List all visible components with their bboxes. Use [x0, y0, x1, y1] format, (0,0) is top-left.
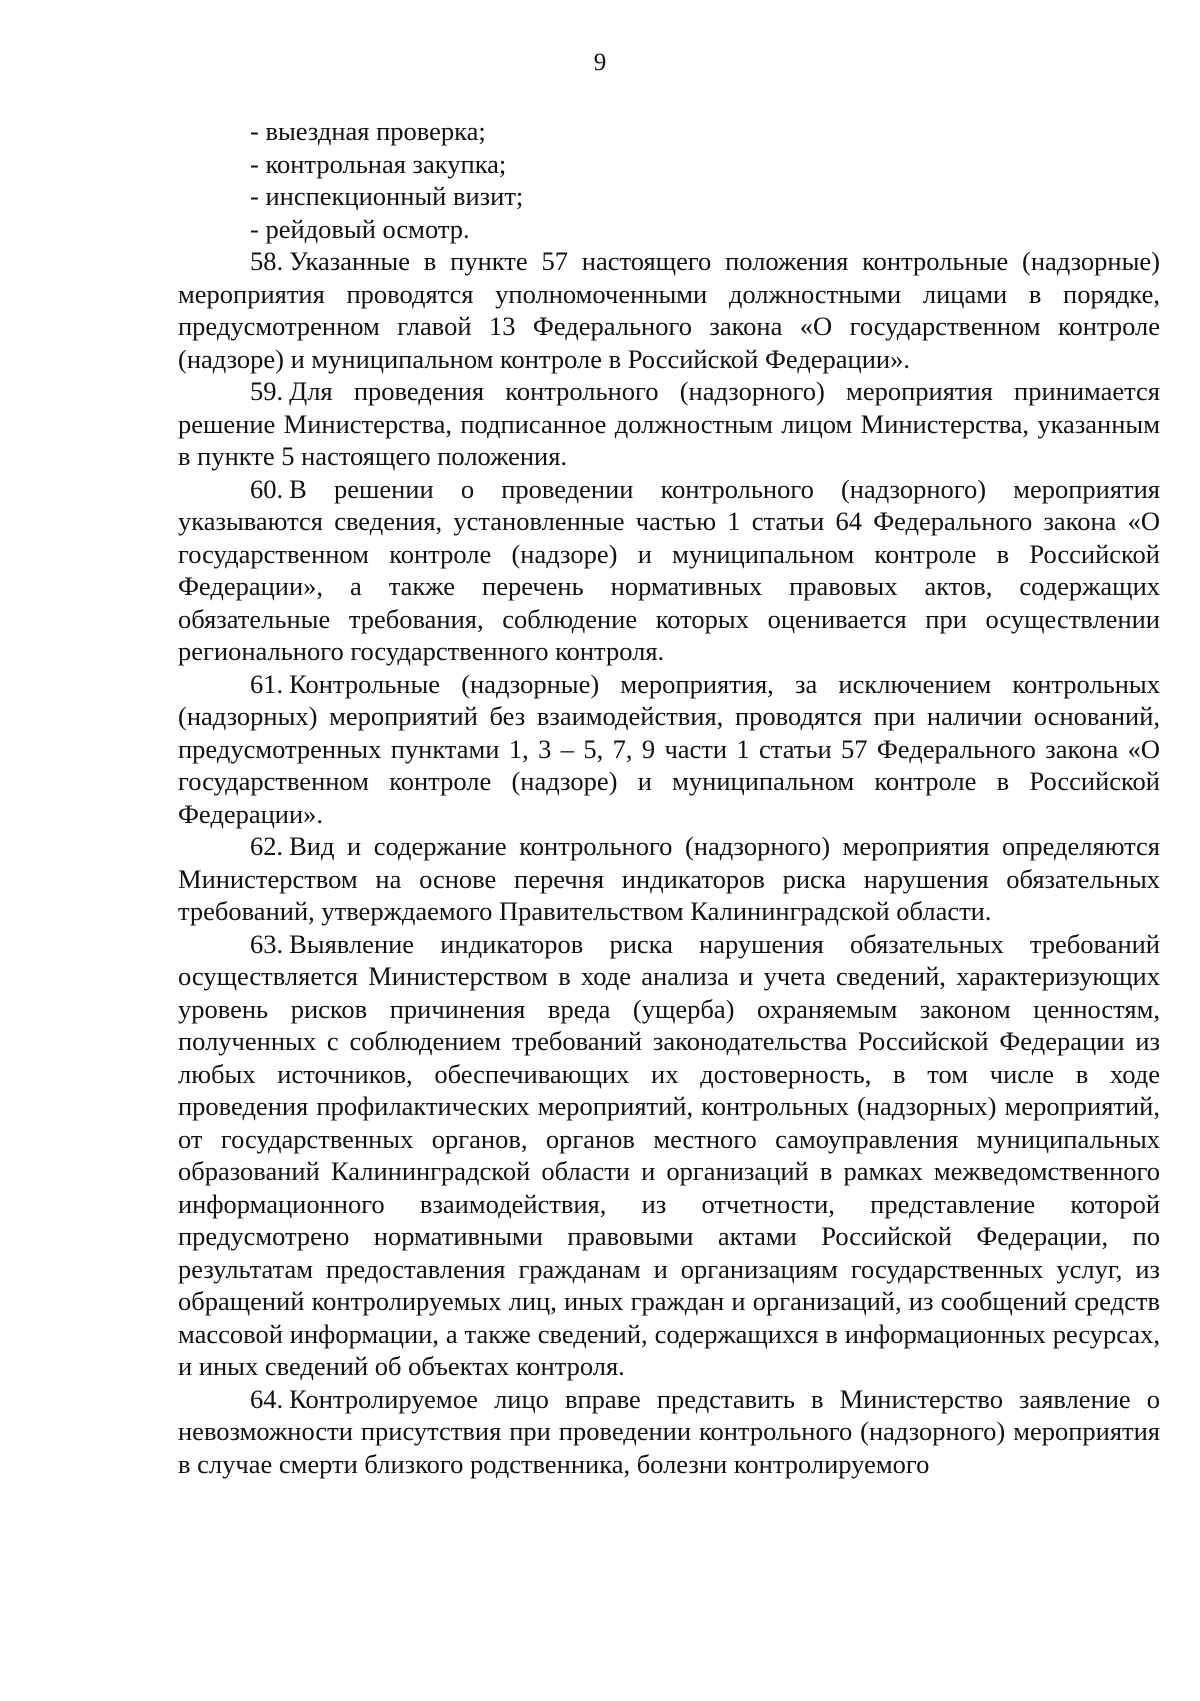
page-number: 9 — [593, 49, 607, 76]
paragraph-60 — [178, 473, 1160, 668]
paragraph-59 — [178, 375, 1160, 473]
paragraph-text: Вид и содержание контрольного (надзорного) мероприятия определяются Министерством на основе перечня индикаторов риска нарушения обязательных требований, утверждаемого Правительством Калининградской области. — [178, 831, 1160, 926]
list-item: - контрольная закупка; — [250, 148, 507, 179]
paragraph-63 — [178, 928, 1160, 1383]
paragraph-text: Указанные в пункте 57 настоящего положения контрольные (надзорные) мероприятия проводятся уполномоченными должностными лицами в порядке, предусмотренном главой 13 Федерального закона «О государственном контроле (надзоре) и муниципальном контроле в Российской Федерации». — [178, 246, 1160, 374]
paragraph-number: 58. — [250, 246, 284, 276]
list-item: - инспекционный визит; — [250, 181, 524, 211]
paragraph-text: В решении о проведении контрольного (надзорного) мероприятия указываются сведения, установленные частью 1 статьи 64 Федерального закона «О государственном контроле (надзоре) и муниципальном контроле в Российской Федерации», а также перечень нормативных правовых актов, содержащих обязательные требования, соблюдение которых оценивается при осуществлении регионального государственного контроля. — [178, 473, 1160, 666]
paragraph-text: Для проведения контрольного (надзорного) мероприятия принимается решение Министерства, подписанное должностным лицом Министерства, указанным в пункте 5 настоящего положения. — [178, 376, 1160, 471]
paragraph-58 — [178, 245, 1160, 375]
paragraph-text: Контрольные (надзорные) мероприятия, за исключением контрольных (надзорных) мероприятий без взаимодействия, проводятся при наличии оснований, предусмотренных пунктами 1, 3 – 5, 7, 9 части 1 статьи 57 Федерального закона «О государственном контроле (надзоре) и муниципальном контроле в Российской Федерации». — [178, 668, 1160, 829]
paragraph-text: Выявление индикаторов риска нарушения обязательных требований осуществляется Министерством в ходе анализа и учета сведений, характеризующих уровень рисков причинения вреда (ущерба) охраняемым законом ценностям, полученных с соблюдением требований законодательства Российской Федерации из любых источников, обеспечивающих их достоверность, в том числе в ходе проведения профилактических мероприятий, контрольных (надзорных) мероприятий, от государственных органов, органов местного самоуправления муниципальных образований Калининградской области и организаций в рамках межведомственного информационного взаимодействия, из отчетности, представление которой предусмотрено нормативными правовыми актами Российской Федерации, по результатам предоставления гражданам и организациям государственных услуг, из обращений контролируемых лиц, иных граждан и организаций, из сообщений средств массовой информации, а также сведений, содержащихся в информационных ресурсах, и иных сведений об объектах контроля. — [178, 928, 1160, 1381]
paragraph-number: 62. — [250, 831, 284, 861]
paragraph-61 — [178, 668, 1160, 831]
list-item: - выездная проверка; — [250, 116, 486, 146]
paragraph-text: Контролируемое лицо вправе представить в Министерство заявление о невозможности присутствия при проведении контрольного (надзорного) мероприятия в случае смерти близкого родственника, болезни контролируемого — [178, 1383, 1160, 1479]
paragraph-64 — [178, 1383, 1160, 1481]
document-body — [178, 115, 1160, 1480]
paragraph-number: 64. — [250, 1383, 284, 1414]
paragraph-number: 61. — [250, 668, 284, 699]
paragraph-number: 60. — [250, 473, 284, 504]
paragraph-number: 63. — [250, 928, 284, 959]
paragraph-number: 59. — [250, 376, 284, 406]
paragraph-62 — [178, 830, 1160, 928]
list-item: - рейдовый осмотр. — [250, 213, 470, 244]
